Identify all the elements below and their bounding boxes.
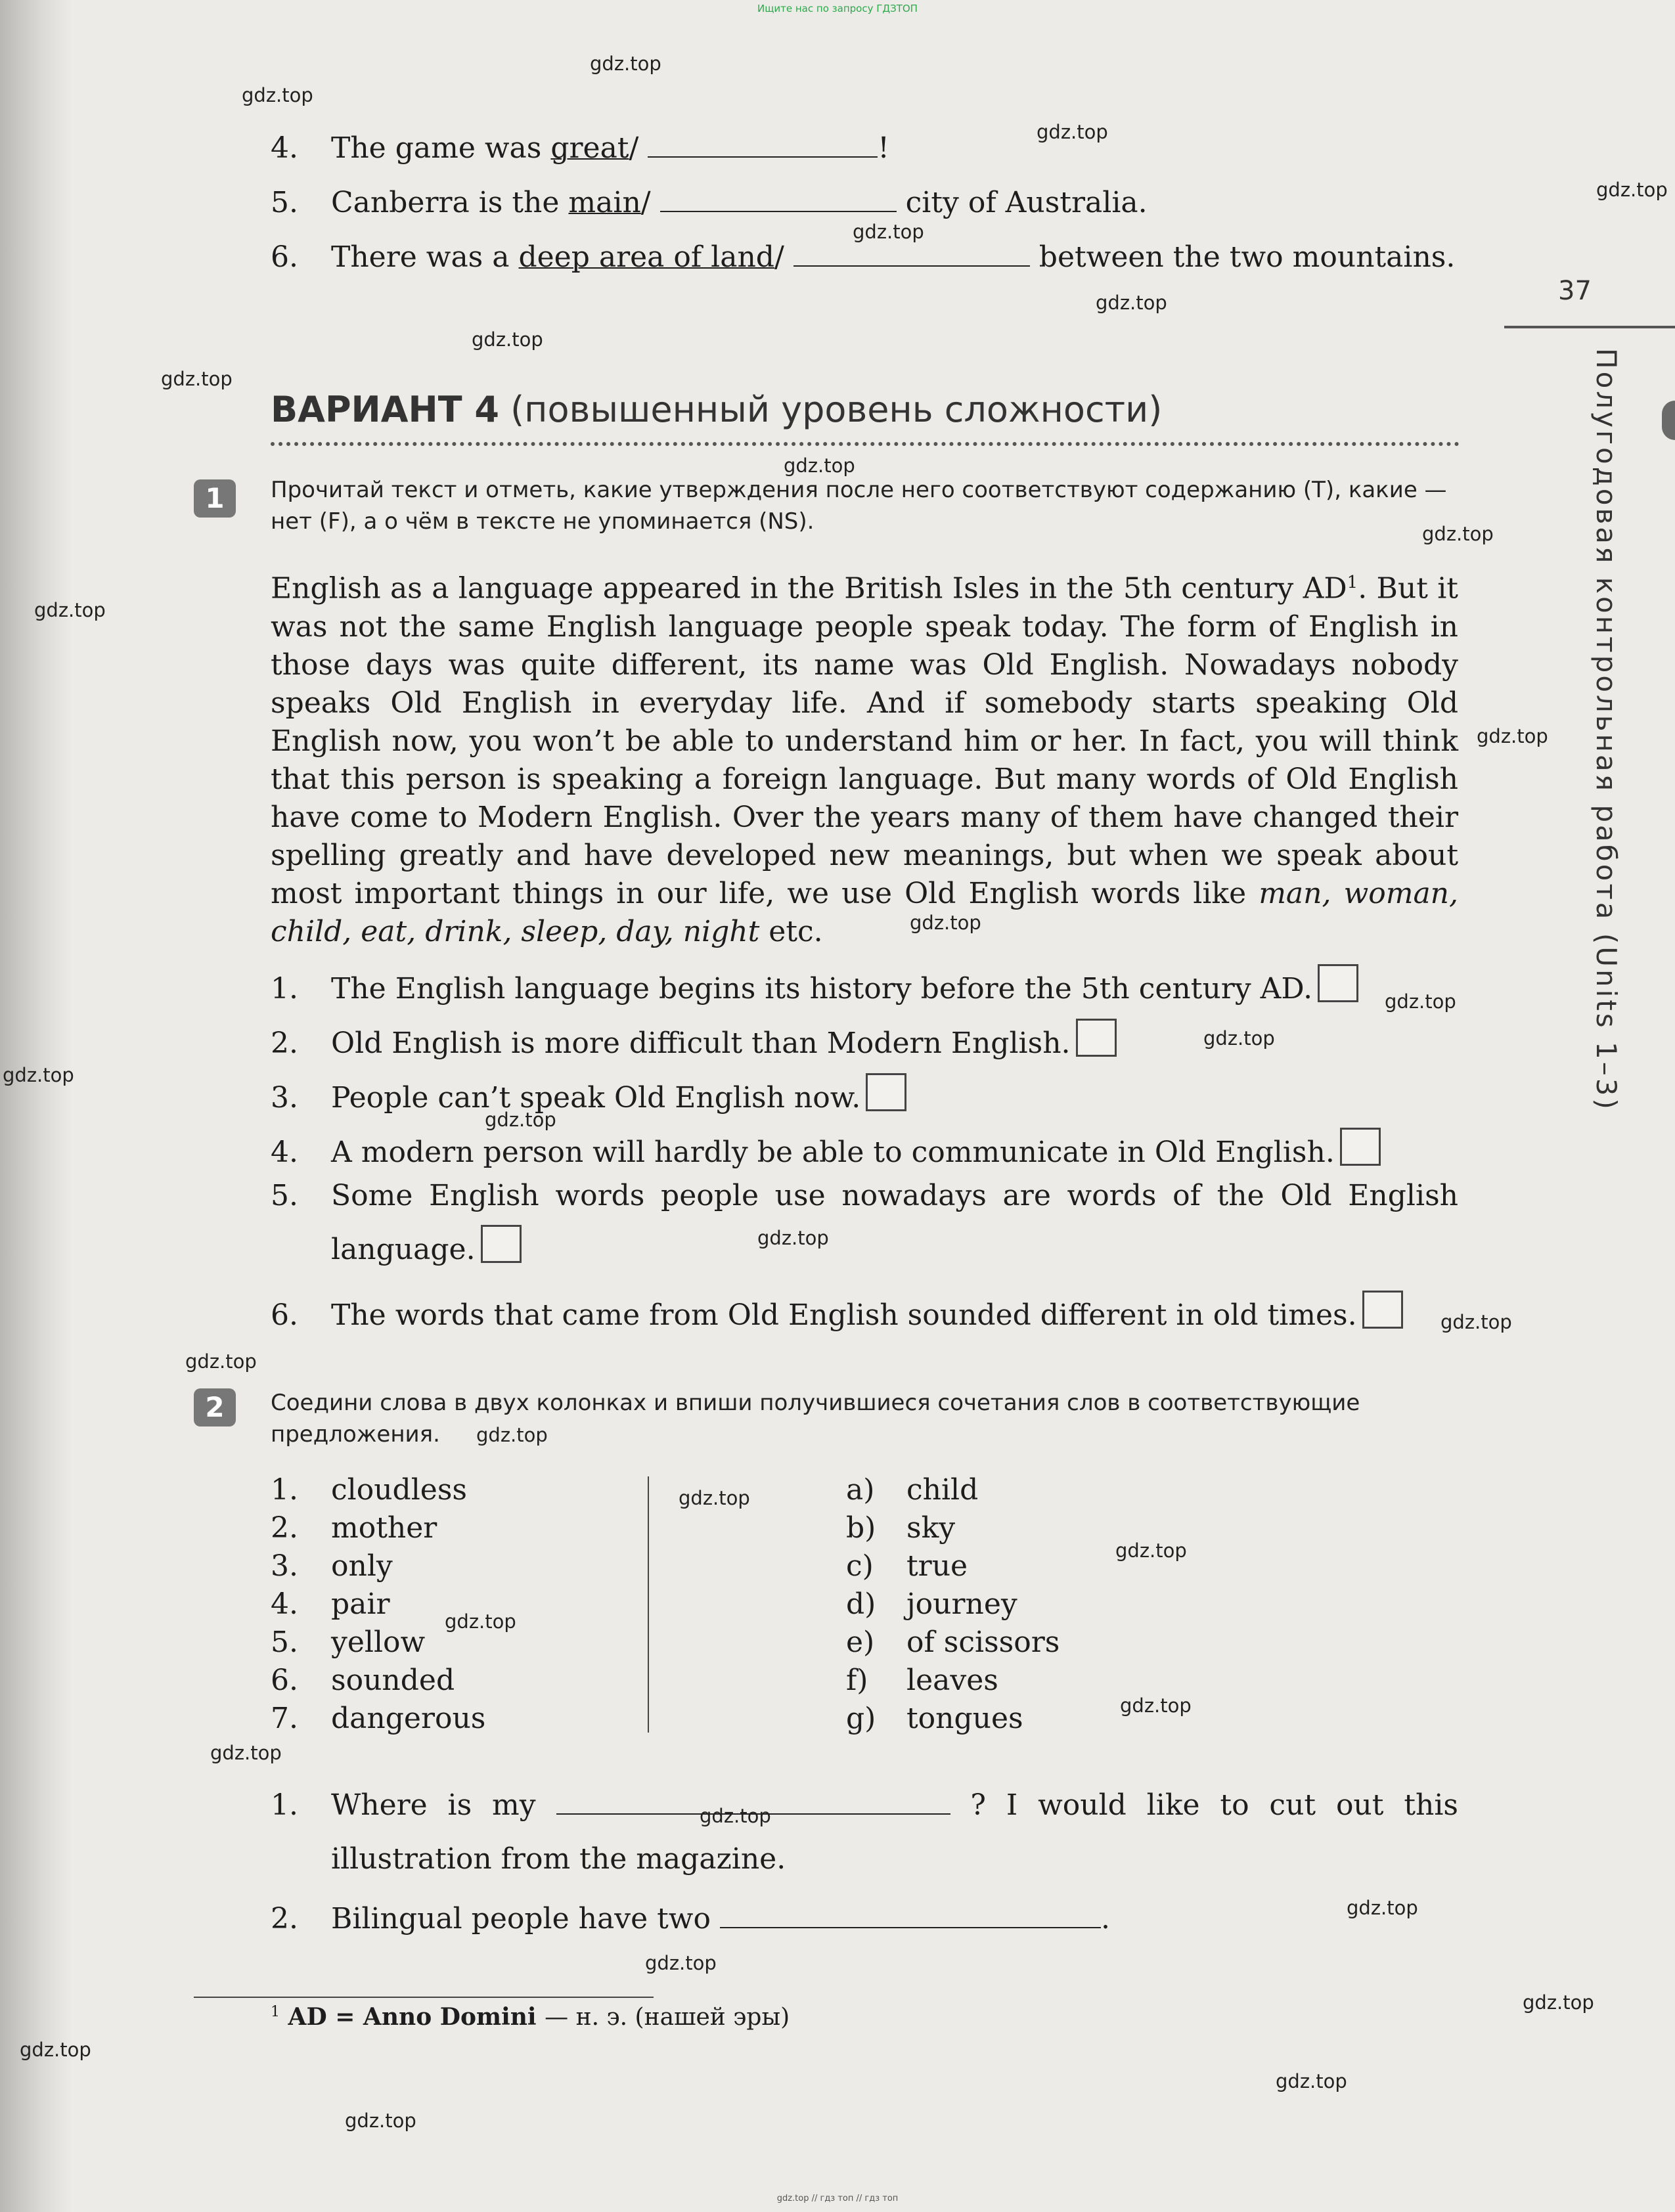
side-rule [1504, 326, 1675, 328]
watermark: gdz.top [700, 1805, 771, 1827]
watermark: gdz.top [210, 1742, 282, 1764]
watermark: gdz.top [1203, 1027, 1275, 1050]
task-1-text: English as a language appeared in the British Isles in the 5th century $AD^1$. But it was not the same English language people speak today. The form of English in those days was quite different, its name was Old English. Nowadays nobody speaks Old English in everyday life. And if somebody starts speaking Old English now, you won’t be able to understand him or her. In fact, you will think that this person is speaking a foreign language. But many words of Old English have come to Modern English. Over the years many of them have changed their spelling greatly and have developed new meanings, but when we speak about most important things in our life, we use Old English words like man, woman, child, eat, drink, sleep, day, night etc. [271, 571, 1458, 948]
statement-4: 4. A modern person will hardly be able to communicate in Old English. [271, 1128, 1381, 1169]
watermark: gdz.top [185, 1350, 257, 1373]
task-1-badge: 1 [194, 479, 236, 518]
left-item-7: 7. dangerous [271, 1702, 486, 1735]
watermark: gdz.top [1385, 990, 1456, 1013]
watermark: gdz.top [34, 599, 106, 621]
watermark: gdz.top [476, 1424, 548, 1446]
statement-1: 1. The English language begins its history before the 5th century AD. [271, 964, 1358, 1006]
watermark: gdz.top [1276, 2070, 1347, 2092]
bottom-banner: gdz.top // гдз топ // гдз топ [776, 2194, 899, 2203]
right-item-a: a) child [846, 1473, 979, 1507]
top-banner: Ищите нас по запросу ГДЗТОП [757, 3, 918, 14]
left-item-1: 1. cloudless [271, 1473, 467, 1507]
watermark: gdz.top [1477, 725, 1548, 747]
watermark: gdz.top [590, 53, 661, 75]
answer-box-2[interactable] [1076, 1019, 1117, 1057]
watermark: gdz.top [1440, 1311, 1512, 1333]
footnote-rule [194, 1997, 654, 1998]
watermark: gdz.top [3, 1064, 74, 1086]
statement-2: 2. Old English is more difficult than Modern English. [271, 1019, 1117, 1060]
matching-right-column [846, 1471, 1060, 1738]
side-section-title: Полугодовая контрольная работа (Units 1–3) [1590, 348, 1622, 1112]
watermark: gdz.top [1120, 1694, 1192, 1717]
task-2-sentence-1: 1. Where is my ? I would like to cut out this illustration from the magazine. [271, 1788, 1458, 1876]
watermark: gdz.top [784, 454, 855, 477]
task-2-badge: 2 [194, 1388, 236, 1427]
watermark: gdz.top [645, 1952, 717, 1974]
right-item-b: b) sky [846, 1511, 956, 1545]
answer-box-3[interactable] [866, 1073, 906, 1111]
answer-blank-2[interactable] [720, 1903, 1101, 1928]
page-binding-shadow [0, 0, 72, 2212]
matching-left-column [271, 1471, 485, 1738]
heading-dotted-rule [271, 442, 1460, 446]
statement-6: 6. The words that came from Old English sounded different in old times. [271, 1291, 1403, 1332]
left-item-2: 2. mother [271, 1511, 437, 1545]
page-number: 37 [1558, 276, 1592, 306]
watermark: gdz.top [345, 2110, 416, 2132]
watermark: gdz.top [757, 1227, 829, 1249]
prev-line-4: 4. The game was great/ ! [271, 131, 889, 165]
task-2-instruction: Соедини слова в двух колонках и впиши получившиеся сочетания слов в соответствующие предложения. [271, 1390, 1360, 1448]
watermark: gdz.top [20, 2039, 91, 2061]
answer-box-4[interactable] [1340, 1128, 1381, 1166]
watermark: gdz.top [445, 1610, 516, 1633]
right-item-f: f) leaves [846, 1664, 998, 1697]
watermark: gdz.top [161, 368, 233, 390]
watermark: gdz.top [910, 912, 981, 934]
prev-line-6: 6. There was a deep area of land/ between the two mountains. [271, 240, 1456, 274]
left-item-3: 3. only [271, 1549, 393, 1583]
watermark: gdz.top [1596, 179, 1668, 201]
watermark: gdz.top [679, 1487, 750, 1509]
answer-box-6[interactable] [1362, 1291, 1403, 1329]
task-1-instruction: Прочитай текст и отметь, какие утверждения после него соответствуют содержанию (T), какие — нет (F), а о чём в тексте не упоминается (NS). [271, 477, 1447, 535]
right-item-e: e) of scissors [846, 1626, 1060, 1659]
statement-3: 3. People can’t speak Old English now. [271, 1073, 906, 1115]
task-2-sentence-2: 2. Bilingual people have two . [271, 1902, 1110, 1936]
left-item-5: 5. yellow [271, 1626, 426, 1659]
page-edge-tab [1662, 401, 1675, 440]
watermark: gdz.top [1037, 121, 1108, 143]
watermark: gdz.top [1115, 1539, 1187, 1562]
right-item-d: d) journey [846, 1587, 1017, 1621]
statement-5: 5. Some English words people use nowadays are words of the Old English language. [271, 1179, 1458, 1266]
left-item-4: 4. pair [271, 1587, 390, 1621]
prev-line-5: 5. Canberra is the main/ city of Australia. [271, 186, 1148, 219]
watermark: gdz.top [485, 1109, 556, 1131]
footnote: $^1$ AD = Anno Domini — н. э. (нашей эры) [271, 2003, 790, 2031]
watermark: gdz.top [1347, 1897, 1418, 1919]
watermark: gdz.top [472, 328, 543, 351]
right-item-c: c) true [846, 1549, 968, 1583]
watermark: gdz.top [853, 221, 924, 243]
right-item-g: g) tongues [846, 1702, 1023, 1735]
answer-box-5[interactable] [481, 1225, 522, 1263]
watermark: gdz.top [1096, 292, 1167, 314]
watermark: gdz.top [1422, 523, 1494, 545]
watermark: gdz.top [242, 84, 313, 106]
column-divider [648, 1476, 649, 1733]
answer-box-1[interactable] [1318, 964, 1358, 1002]
left-item-6: 6. sounded [271, 1664, 455, 1697]
watermark: gdz.top [1523, 1991, 1594, 2014]
variant-heading: ВАРИАНТ 4 (повышенный уровень сложности) [271, 389, 1163, 430]
